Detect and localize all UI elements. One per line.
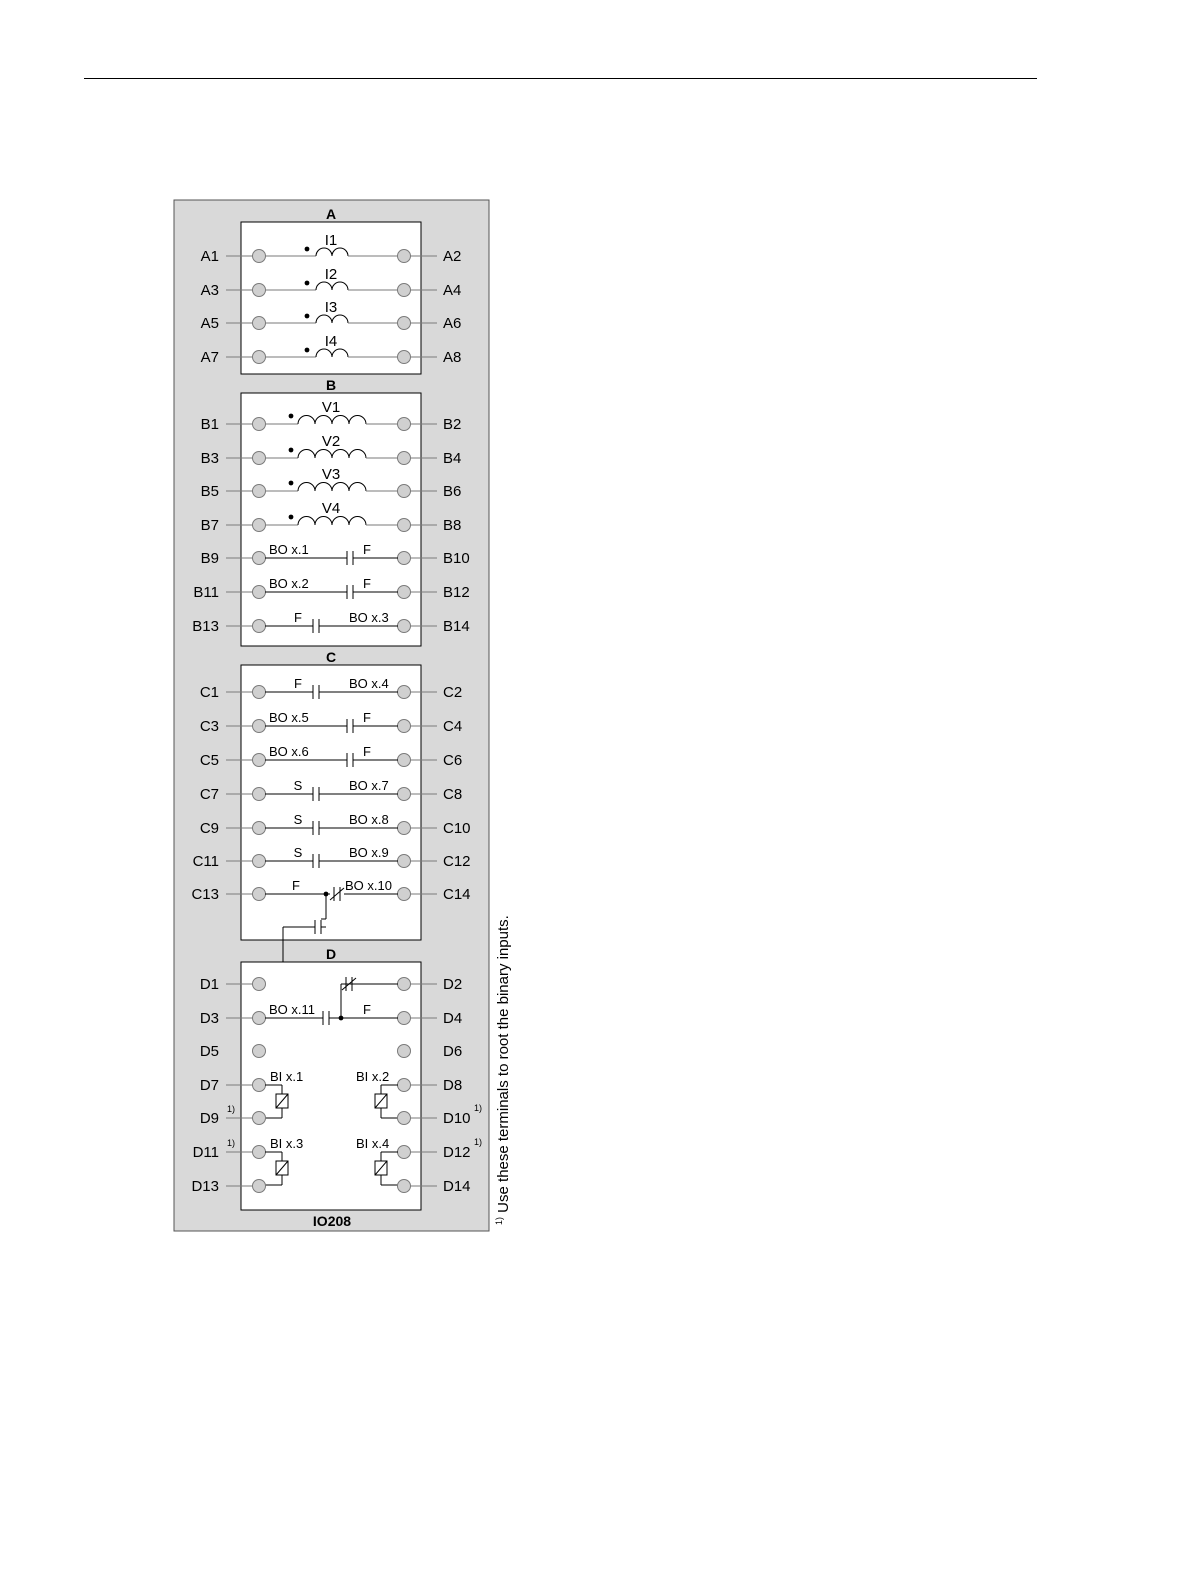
binary-output-label: BO x.3 — [349, 610, 389, 625]
polarity-dot — [289, 448, 294, 453]
polarity-dot — [305, 348, 310, 353]
terminal-a3 — [253, 284, 266, 297]
terminal-label-c8: C8 — [443, 786, 463, 803]
terminal-label-c11: C11 — [192, 853, 219, 870]
terminal-c10 — [398, 822, 411, 835]
terminal-d8 — [398, 1079, 411, 1092]
terminal-label-d1: D1 — [199, 976, 219, 993]
terminal-label-b7: B7 — [200, 517, 219, 534]
terminal-label-d14: D14 — [443, 1178, 471, 1195]
channel-label-i1: I1 — [324, 232, 338, 249]
terminal-b2 — [398, 418, 411, 431]
terminal-a1 — [253, 250, 266, 263]
terminal-label-b4: B4 — [443, 450, 462, 467]
footnote-marker-left: 1) — [227, 1138, 236, 1148]
terminal-label-c10: C10 — [443, 820, 471, 837]
terminal-label-b12: B12 — [443, 584, 470, 601]
channel-label-v3: V3 — [321, 466, 341, 483]
terminal-label-d12: D12 — [443, 1144, 471, 1161]
channel-label-v1: V1 — [321, 399, 341, 416]
contact-type-label: F — [363, 542, 371, 557]
terminal-c7 — [253, 788, 266, 801]
polarity-dot — [289, 481, 294, 486]
terminal-c11 — [253, 855, 266, 868]
terminal-a7 — [253, 351, 266, 364]
terminal-label-d3: D3 — [199, 1010, 219, 1027]
terminal-label-c4: C4 — [443, 718, 463, 735]
terminal-label-a8: A8 — [443, 349, 462, 366]
terminal-b5 — [253, 485, 266, 498]
binary-output-label: BO x.7 — [349, 778, 389, 793]
terminal-c1 — [253, 686, 266, 699]
terminal-label-b11: B11 — [193, 584, 219, 601]
binary-input-label: BI x.4 — [356, 1136, 390, 1151]
terminal-d5 — [253, 1045, 266, 1058]
terminal-label-c2: C2 — [443, 684, 463, 701]
binary-output-label: BO x.10 — [345, 878, 392, 893]
terminal-label-a1: A1 — [200, 248, 219, 265]
terminal-label-c6: C6 — [443, 752, 463, 769]
section-header-d: D — [325, 946, 337, 962]
terminal-c6 — [398, 754, 411, 767]
terminal-d4 — [398, 1012, 411, 1025]
terminal-label-a2: A2 — [443, 248, 462, 265]
terminal-label-d8: D8 — [443, 1077, 463, 1094]
terminal-b10 — [398, 552, 411, 565]
terminal-d14 — [398, 1180, 411, 1193]
module-name: IO208 — [312, 1213, 352, 1229]
contact-type-label: F — [294, 610, 302, 625]
binary-input-label: BI x.3 — [270, 1136, 304, 1151]
contact-type-label: S — [293, 845, 303, 860]
terminal-d10 — [398, 1112, 411, 1125]
polarity-dot — [289, 414, 294, 419]
terminal-label-d5: D5 — [199, 1043, 219, 1060]
section-header-a: A — [325, 206, 337, 222]
terminal-b12 — [398, 586, 411, 599]
polarity-dot — [305, 314, 310, 319]
terminal-d7 — [253, 1079, 266, 1092]
terminal-d1 — [253, 978, 266, 991]
binary-input-label: BI x.2 — [356, 1069, 390, 1084]
terminal-label-a4: A4 — [443, 282, 462, 299]
binary-output-label: BO x.6 — [269, 744, 309, 759]
terminal-d2 — [398, 978, 411, 991]
terminal-b13 — [253, 620, 266, 633]
terminal-label-c5: C5 — [199, 752, 219, 769]
terminal-label-b3: B3 — [200, 450, 219, 467]
terminal-label-b5: B5 — [200, 483, 219, 500]
terminal-c5 — [253, 754, 266, 767]
terminal-label-c7: C7 — [199, 786, 219, 803]
contact-type-label: F — [292, 878, 300, 893]
terminal-b8 — [398, 519, 411, 532]
channel-label-v2: V2 — [321, 433, 341, 450]
footnote-marker-right: 1) — [474, 1137, 483, 1147]
polarity-dot — [289, 515, 294, 520]
contact-type-label: F — [363, 710, 371, 725]
terminal-label-b9: B9 — [200, 550, 219, 567]
terminal-c9 — [253, 822, 266, 835]
contact-type-label: S — [293, 778, 303, 793]
terminal-b4 — [398, 452, 411, 465]
terminal-c14 — [398, 888, 411, 901]
channel-label-v4: V4 — [321, 500, 341, 517]
terminal-d6 — [398, 1045, 411, 1058]
channel-label-i2: I2 — [324, 266, 338, 283]
binary-output-label: BO x.5 — [269, 710, 309, 725]
terminal-d3 — [253, 1012, 266, 1025]
terminal-label-c9: C9 — [199, 820, 219, 837]
terminal-label-d9: D9 — [199, 1110, 219, 1127]
footnote-marker-left: 1) — [227, 1104, 236, 1114]
terminal-b9 — [253, 552, 266, 565]
terminal-b14 — [398, 620, 411, 633]
binary-output-label: BO x.9 — [349, 845, 389, 860]
terminal-label-a7: A7 — [200, 349, 219, 366]
footnote-marker-right: 1) — [474, 1103, 483, 1113]
terminal-label-a5: A5 — [200, 315, 219, 332]
terminal-a4 — [398, 284, 411, 297]
channel-label-i4: I4 — [324, 333, 338, 350]
polarity-dot — [339, 1016, 344, 1021]
terminal-c8 — [398, 788, 411, 801]
section-header-b: B — [325, 377, 337, 393]
terminal-d11 — [253, 1146, 266, 1159]
contact-type-label: F — [294, 676, 302, 691]
terminal-label-b2: B2 — [443, 416, 462, 433]
terminal-c13 — [253, 888, 266, 901]
channel-label-i3: I3 — [324, 299, 338, 316]
terminal-label-b8: B8 — [443, 517, 462, 534]
terminal-label-a3: A3 — [200, 282, 219, 299]
section-box-d — [241, 962, 421, 1210]
binary-input-label: BI x.1 — [270, 1069, 304, 1084]
footnote-text: Use these terminals to root the binary inputs. — [495, 915, 512, 1217]
terminal-label-d4: D4 — [443, 1010, 463, 1027]
terminal-c12 — [398, 855, 411, 868]
binary-output-label: BO x.4 — [349, 676, 389, 691]
terminal-b7 — [253, 519, 266, 532]
contact-type-label: F — [363, 1002, 371, 1017]
terminal-label-b1: B1 — [200, 416, 219, 433]
terminal-label-b13: B13 — [192, 618, 219, 635]
terminal-label-a6: A6 — [443, 315, 462, 332]
terminal-b1 — [253, 418, 266, 431]
terminal-label-d13: D13 — [191, 1178, 219, 1195]
terminal-b3 — [253, 452, 266, 465]
terminal-a5 — [253, 317, 266, 330]
terminal-label-c13: C13 — [191, 886, 219, 903]
terminal-b6 — [398, 485, 411, 498]
terminal-label-d10: D10 — [443, 1110, 471, 1127]
binary-output-label: BO x.1 — [269, 542, 309, 557]
terminal-label-b10: B10 — [443, 550, 470, 567]
terminal-label-d6: D6 — [443, 1043, 463, 1060]
terminal-a6 — [398, 317, 411, 330]
terminal-d13 — [253, 1180, 266, 1193]
terminal-label-c14: C14 — [443, 886, 471, 903]
terminal-label-c3: C3 — [199, 718, 219, 735]
terminal-a2 — [398, 250, 411, 263]
terminal-label-c1: C1 — [199, 684, 219, 701]
binary-output-label: BO x.11 — [269, 1002, 316, 1017]
binary-output-label: BO x.8 — [349, 812, 389, 827]
footnote — [494, 915, 512, 1226]
section-header-c: C — [325, 649, 337, 665]
terminal-label-d7: D7 — [199, 1077, 219, 1094]
terminal-d12 — [398, 1146, 411, 1159]
terminal-c2 — [398, 686, 411, 699]
footnote-marker: 1) — [494, 1216, 504, 1225]
polarity-dot — [305, 247, 310, 252]
terminal-label-c12: C12 — [443, 853, 471, 870]
terminal-label-d2: D2 — [443, 976, 463, 993]
terminal-b11 — [253, 586, 266, 599]
contact-type-label: S — [293, 812, 303, 827]
contact-type-label: F — [363, 576, 371, 591]
terminal-label-b6: B6 — [443, 483, 462, 500]
section-box-b — [241, 393, 421, 646]
terminal-a8 — [398, 351, 411, 364]
contact-type-label: F — [363, 744, 371, 759]
terminal-label-b14: B14 — [443, 618, 470, 635]
binary-output-label: BO x.2 — [269, 576, 309, 591]
polarity-dot — [305, 281, 310, 286]
terminal-label-d11: D11 — [192, 1144, 219, 1161]
terminal-c4 — [398, 720, 411, 733]
terminal-c3 — [253, 720, 266, 733]
terminal-d9 — [253, 1112, 266, 1125]
